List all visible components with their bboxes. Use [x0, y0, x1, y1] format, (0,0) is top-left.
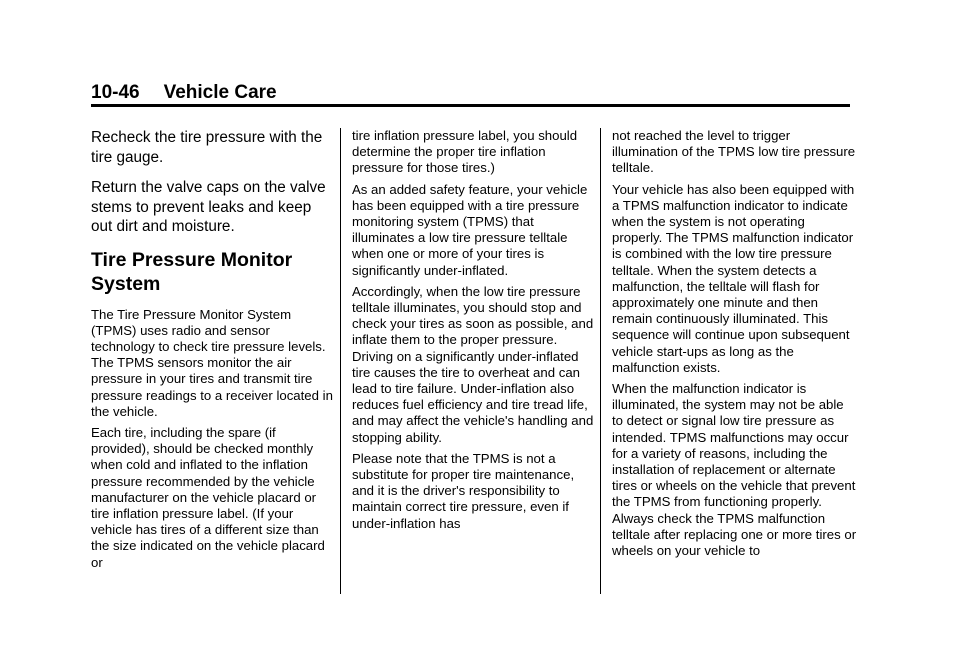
section-title: Vehicle Care — [163, 82, 277, 103]
paragraph-continued: tire inflation pressure label, you should determine the proper tire inflation pressure for those tires.) — [352, 128, 578, 176]
paragraph-recheck: Recheck the tire pressure with the tire gauge. — [91, 129, 323, 166]
section-heading: Tire Pressure Monitor System — [91, 248, 293, 295]
column-divider-2 — [600, 128, 601, 594]
paragraph-accordingly: Accordingly, when the low tire pressure telltale illuminates, you should stop and check your tires as soon as possible, and inflate them to the proper pressure. Driving on a significantly under-inflated tire causes the tire to overheat and can lead to tire failure. Under-inflation also reduces fuel efficiency and tire tread life, and may affect the vehicle's handling and stopping ability. — [352, 283, 594, 445]
column-3 — [612, 128, 857, 564]
paragraph-when-illuminated: When the malfunction indicator is illuminated, the system may not be able to detect or signal low tire pressure as intended. TPMS malfunctions may occur for a variety of reasons, including the installation of replacement or alternate tires or wheels on the vehicle that prevent the TPMS from functioning properly. Always check the TPMS malfunction telltale after replacing one or more tires or wheels on your vehicle to — [612, 381, 857, 559]
paragraph-please-note: Please note that the TPMS is not a substitute for proper tire maintenance, and it is the driver's responsibility to maintain correct tire pressure, even if under-inflation has — [352, 450, 575, 531]
column-divider-1 — [340, 128, 341, 594]
paragraph-continued-2: not reached the level to trigger illumination of the TPMS low tire pressure telltale. — [612, 128, 856, 176]
column-2 — [352, 128, 597, 537]
page-header — [91, 82, 277, 106]
paragraph-malfunction-indicator: Your vehicle has also been equipped with a TPMS malfunction indicator to indicate when the system is not operating properly. The TPMS malfunction indicator is combined with the low tire pressure telltale. When the system detects a malfunction, the telltale will flash for approximately one minute and then remain continuously illuminated. This sequence will continue upon subsequent vehicle start-ups as long as the malfunction exists. — [612, 181, 855, 375]
header-rule — [91, 104, 850, 107]
paragraph-tpms-intro: The Tire Pressure Monitor System (TPMS) uses radio and sensor technology to check tire pressure levels. The TPMS sensors monitor the air pressure in your tires and transmit tire pressure readings to a receiver located in the vehicle. — [91, 306, 333, 419]
paragraph-each-tire: Each tire, including the spare (if provided), should be checked monthly when cold and inflated to the inflation pressure recommended by the vehicle manufacturer on the vehicle placard or tire inflation pressure label. (If your vehicle has tires of a different size than the size indicated on the vehicle placard or — [91, 424, 325, 570]
paragraph-safety-feature: As an added safety feature, your vehicle has been equipped with a tire pressure monitoring system (TPMS) that illuminates a low tire pressure telltale when one or more of your tires is significantly under-inflated. — [352, 181, 588, 278]
paragraph-valve-caps: Return the valve caps on the valve stems to prevent leaks and keep out dirt and moisture. — [91, 179, 326, 235]
page-number: 10-46 — [91, 82, 140, 103]
column-1 — [91, 128, 336, 576]
